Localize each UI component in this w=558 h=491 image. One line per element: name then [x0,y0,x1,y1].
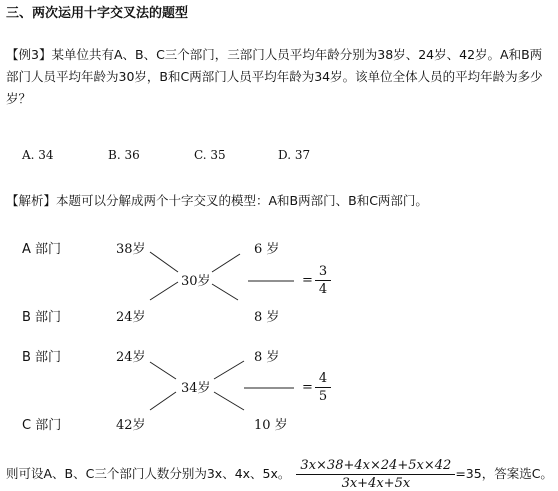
ratio-numerator: 3 [318,264,328,279]
cross1-bottom-label: B 部门 [22,310,62,325]
question-line-2: 部门人员平均年龄为30岁，B和C两部门人员平均年龄为34岁。该单位全体人员的平均年龄为多少 [6,69,543,84]
ratio-numerator: 4 [318,371,328,386]
cross1-ratio [302,264,329,297]
option-c: C. 35 [194,148,226,162]
option-a: A. 34 [22,148,54,162]
cross1-top-diff: 6 岁 [254,242,280,257]
analysis-text: 【解析】本题可以分解成两个十字交叉的模型：A和B两部门、B和C两部门。 [6,193,428,208]
cross2-bottom-diff: 10 岁 [254,418,288,433]
cross1-top-label: A 部门 [22,242,62,257]
ratio-denominator: 4 [318,282,328,297]
cross2-top-diff: 8 岁 [254,350,280,365]
cross1-top-value: 38岁 [116,242,146,257]
ratio-denominator: 5 [318,389,328,404]
cross1-bottom-value: 24岁 [116,310,146,325]
formula-denominator: 3x+4x+5x [341,476,411,491]
conclusion-line [6,456,553,489]
cross2-top-label: B 部门 [22,350,62,365]
ratio-fraction [317,371,329,404]
average-formula [298,458,453,491]
cross2-ratio [302,371,329,404]
section-title: 三、两次运用十字交叉法的题型 [6,6,189,21]
option-d: D. 37 [278,148,311,162]
cross2-top-value: 24岁 [116,350,146,365]
question-line-1: 【例3】某单位共有A、B、C三个部门，三部门人员平均年龄分别为38岁、24岁、42岁。A和B两 [6,47,543,62]
conclusion-prefix: 则可设A、B、C三个部门人数分别为3x、4x、5x。 [6,465,291,481]
cross2-bottom-label: C 部门 [22,418,62,433]
option-b: B. 36 [108,148,140,162]
ratio-fraction [317,264,329,297]
equals-sign: = [302,380,313,395]
conclusion-suffix: =35，答案选C。 [455,465,553,481]
cross2-center: 34岁 [181,381,211,396]
cross1-center: 30岁 [181,274,211,289]
equals-sign: = [302,273,313,288]
cross1-bottom-diff: 8 岁 [254,310,280,325]
formula-numerator: 3x×38+4x×24+5x×42 [300,458,452,473]
question-line-3: 岁？ [6,91,32,106]
cross2-bottom-value: 42岁 [116,418,146,433]
